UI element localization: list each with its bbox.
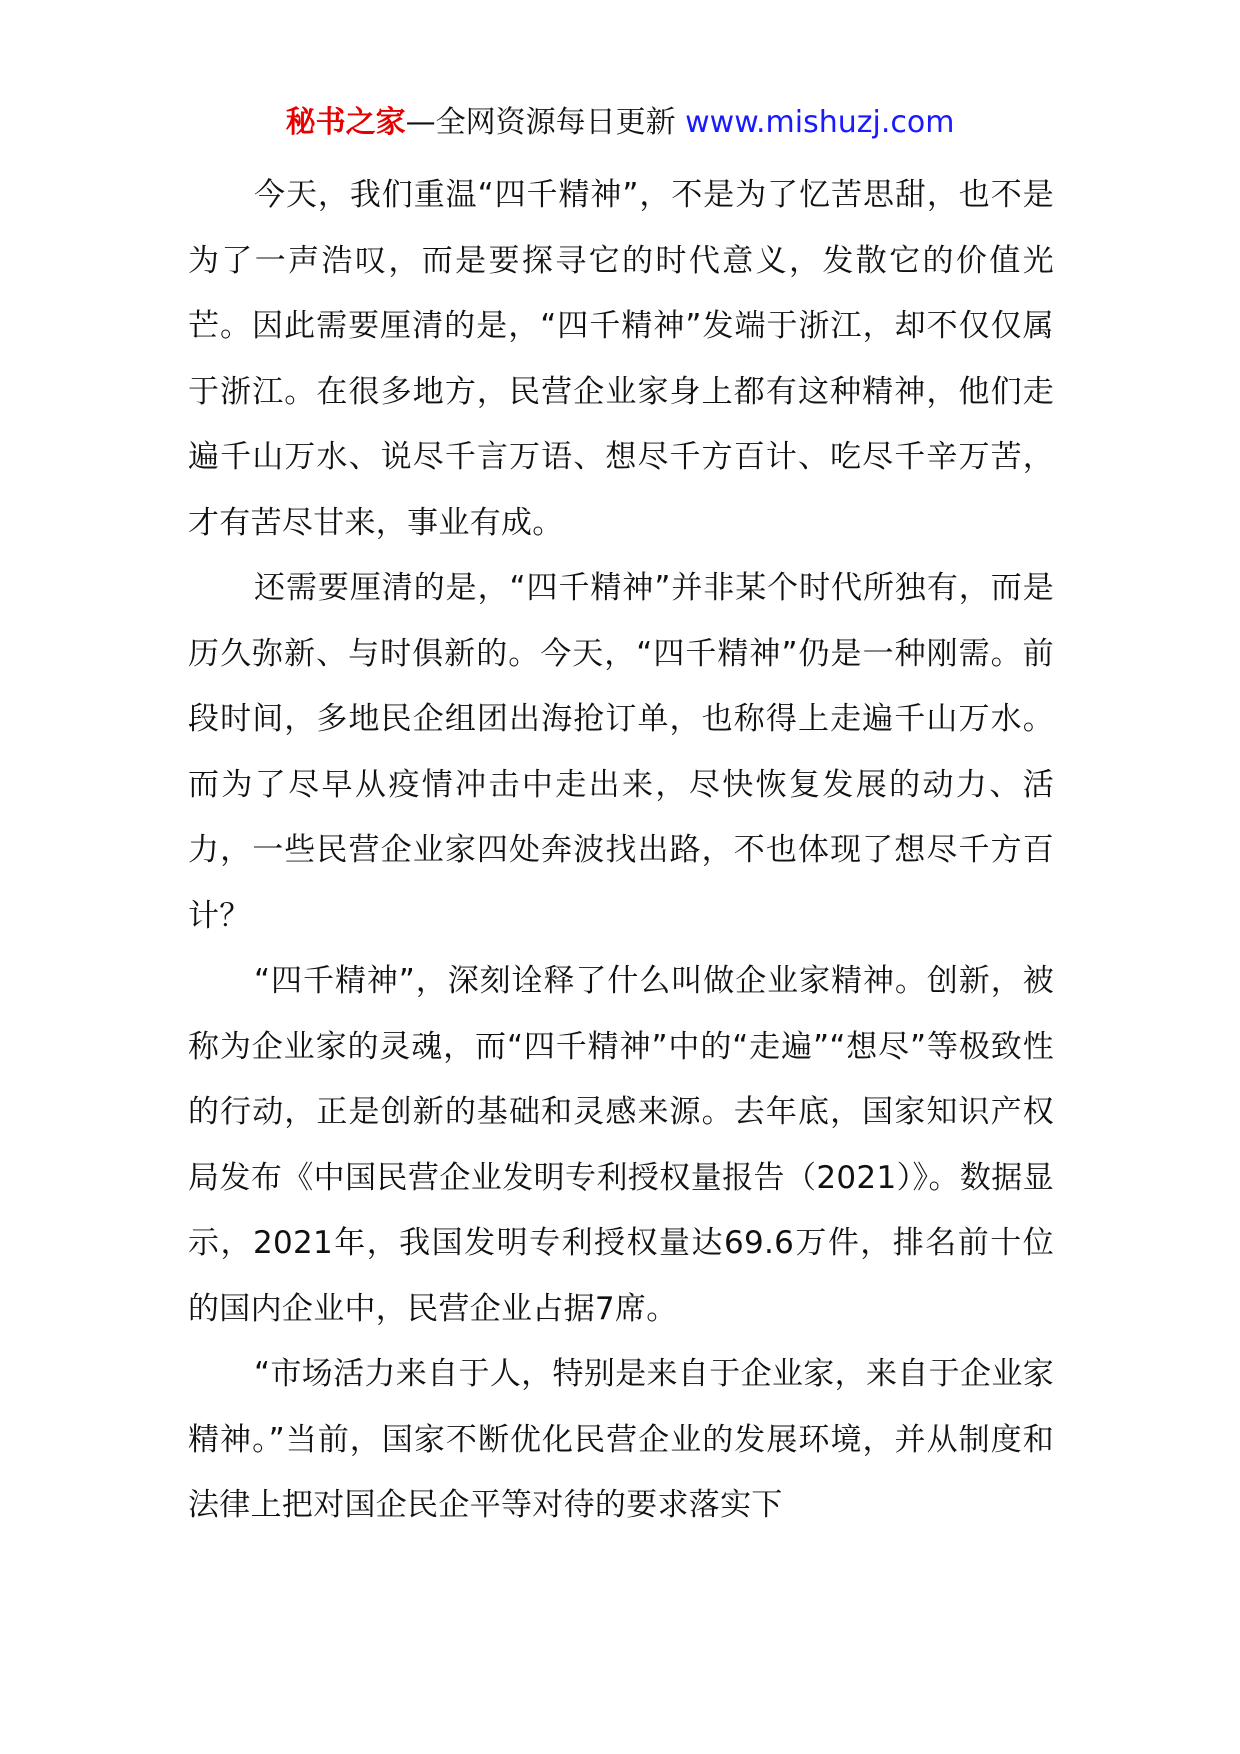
brand-name: 秘书之家 bbox=[285, 105, 406, 140]
site-url-link[interactable]: www.mishuzj.com bbox=[685, 105, 955, 140]
paragraph-4: “市场活力来自于人，特别是来自于企业家，来自于企业家精神。”当前，国家不断优化民营企业的发展环境，并从制度和法律上把对国企民企平等对待的要求落实下 bbox=[188, 1356, 1054, 1523]
paragraph-3: “四千精神”，深刻诠释了什么叫做企业家精神。创新，被称为企业家的灵魂，而“四千精神”中的“走遍”“想尽”等极致性的行动，正是创新的基础和灵感来源。去年底，国家知识产权局发布《中国民营企业发明专利授权量报告（2021）》。数据显示，2021年，我国发明专利授权量达69.6万件，排名前十位的国内企业中，民营企业占据7席。 bbox=[188, 963, 1054, 1327]
paragraph-1: 今天，我们重温“四千精神”，不是为了忆苦思甜，也不是为了一声浩叹，而是要探寻它的时代意义，发散它的价值光芒。因此需要厘清的是，“四千精神”发端于浙江，却不仅仅属于浙江。在很多地方，民营企业家身上都有这种精神，他们走遍千山万水、说尽千言万语、想尽千方百计、吃尽千辛万苦，才有苦尽甘来，事业有成。 bbox=[188, 177, 1054, 541]
site-tagline: —全网资源每日更新 bbox=[405, 105, 676, 140]
article-body bbox=[188, 163, 1054, 1539]
paragraph-2: 还需要厘清的是，“四千精神”并非某个时代所独有，而是历久弥新、与时俱新的。今天，“四千精神”仍是一种刚需。前段时间，多地民企组团出海抢订单，也称得上走遍千山万水。而为了尽早从疫情冲击中走出来，尽快恢复发展的动力、活力，一些民营企业家四处奔波找出路，不也体现了想尽千方百计？ bbox=[188, 570, 1054, 934]
site-header bbox=[0, 103, 1240, 143]
